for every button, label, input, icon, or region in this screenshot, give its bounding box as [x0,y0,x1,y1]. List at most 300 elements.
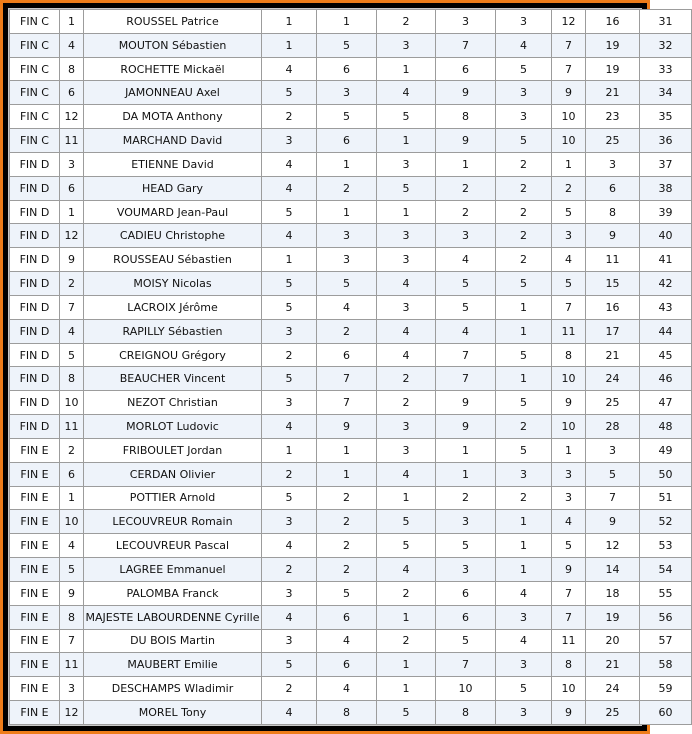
score-2-cell: 2 [317,176,377,200]
score-5-cell: 3 [496,701,552,725]
total-cell: 9 [586,510,640,534]
rank-cell: 53 [640,534,692,558]
table-row [10,581,692,605]
score-5-cell: 2 [496,200,552,224]
name-cell: POTTIER Arnold [84,486,262,510]
table-row [10,152,692,176]
table-row [10,510,692,534]
total-cell: 24 [586,677,640,701]
score-5-cell: 5 [496,343,552,367]
score-5-cell: 2 [496,176,552,200]
score-6-cell: 7 [552,605,586,629]
score-5-cell: 1 [496,558,552,582]
score-1-cell: 4 [262,415,317,439]
score-3-cell: 2 [377,10,436,34]
name-cell: MARCHAND David [84,129,262,153]
score-3-cell: 3 [377,224,436,248]
number-cell: 6 [60,176,84,200]
score-4-cell: 9 [436,129,496,153]
score-2-cell: 7 [317,391,377,415]
number-cell: 3 [60,677,84,701]
number-cell: 11 [60,129,84,153]
rank-cell: 45 [640,343,692,367]
total-cell: 20 [586,629,640,653]
name-cell: LECOUVREUR Pascal [84,534,262,558]
score-3-cell: 5 [377,176,436,200]
score-1-cell: 5 [262,367,317,391]
name-cell: HEAD Gary [84,176,262,200]
score-6-cell: 7 [552,57,586,81]
rank-cell: 46 [640,367,692,391]
score-4-cell: 7 [436,367,496,391]
score-4-cell: 9 [436,415,496,439]
score-1-cell: 3 [262,581,317,605]
table-row [10,200,692,224]
score-6-cell: 3 [552,224,586,248]
total-cell: 11 [586,248,640,272]
total-cell: 7 [586,486,640,510]
number-cell: 5 [60,558,84,582]
score-1-cell: 5 [262,200,317,224]
score-6-cell: 10 [552,677,586,701]
score-6-cell: 8 [552,653,586,677]
score-6-cell: 12 [552,10,586,34]
score-4-cell: 4 [436,319,496,343]
total-cell: 28 [586,415,640,439]
score-1-cell: 1 [262,248,317,272]
score-6-cell: 4 [552,248,586,272]
total-cell: 19 [586,57,640,81]
score-2-cell: 7 [317,367,377,391]
name-cell: DU BOIS Martin [84,629,262,653]
rank-cell: 58 [640,653,692,677]
table-row [10,319,692,343]
total-cell: 14 [586,558,640,582]
group-cell: FIN D [10,415,60,439]
total-cell: 16 [586,295,640,319]
name-cell: DESCHAMPS Wladimir [84,677,262,701]
name-cell: MAUBERT Emilie [84,653,262,677]
name-cell: MORLOT Ludovic [84,415,262,439]
score-2-cell: 6 [317,653,377,677]
table-row [10,343,692,367]
score-3-cell: 2 [377,629,436,653]
score-3-cell: 1 [377,57,436,81]
score-6-cell: 9 [552,81,586,105]
name-cell: ROUSSEL Patrice [84,10,262,34]
score-2-cell: 1 [317,200,377,224]
rank-cell: 32 [640,33,692,57]
score-3-cell: 1 [377,605,436,629]
score-6-cell: 1 [552,438,586,462]
name-cell: MOUTON Sébastien [84,33,262,57]
score-5-cell: 1 [496,319,552,343]
group-cell: FIN E [10,701,60,725]
score-4-cell: 5 [436,295,496,319]
score-3-cell: 3 [377,438,436,462]
total-cell: 25 [586,129,640,153]
table-row [10,295,692,319]
score-4-cell: 5 [436,534,496,558]
score-1-cell: 5 [262,81,317,105]
score-1-cell: 4 [262,176,317,200]
total-cell: 25 [586,701,640,725]
number-cell: 1 [60,10,84,34]
total-cell: 3 [586,438,640,462]
table-row [10,534,692,558]
total-cell: 16 [586,10,640,34]
score-2-cell: 3 [317,81,377,105]
score-4-cell: 5 [436,272,496,296]
score-6-cell: 10 [552,105,586,129]
score-1-cell: 1 [262,10,317,34]
group-cell: FIN C [10,129,60,153]
rank-cell: 52 [640,510,692,534]
group-cell: FIN E [10,605,60,629]
score-1-cell: 4 [262,152,317,176]
table-row [10,605,692,629]
rank-cell: 33 [640,57,692,81]
number-cell: 2 [60,272,84,296]
score-5-cell: 2 [496,248,552,272]
score-1-cell: 1 [262,438,317,462]
rank-cell: 50 [640,462,692,486]
group-cell: FIN D [10,200,60,224]
score-5-cell: 3 [496,105,552,129]
score-1-cell: 3 [262,129,317,153]
score-3-cell: 5 [377,105,436,129]
score-2-cell: 2 [317,510,377,534]
score-3-cell: 3 [377,152,436,176]
table-row [10,629,692,653]
number-cell: 7 [60,629,84,653]
score-4-cell: 9 [436,391,496,415]
group-cell: FIN D [10,319,60,343]
number-cell: 12 [60,701,84,725]
score-6-cell: 9 [552,391,586,415]
score-1-cell: 2 [262,558,317,582]
rank-cell: 51 [640,486,692,510]
group-cell: FIN E [10,653,60,677]
score-1-cell: 5 [262,272,317,296]
score-1-cell: 1 [262,33,317,57]
score-5-cell: 3 [496,462,552,486]
score-4-cell: 3 [436,510,496,534]
number-cell: 4 [60,319,84,343]
number-cell: 3 [60,152,84,176]
group-cell: FIN D [10,367,60,391]
table-row [10,57,692,81]
group-cell: FIN E [10,677,60,701]
rank-cell: 35 [640,105,692,129]
name-cell: MOREL Tony [84,701,262,725]
score-6-cell: 5 [552,272,586,296]
table-row [10,176,692,200]
score-6-cell: 4 [552,510,586,534]
score-4-cell: 5 [436,629,496,653]
number-cell: 1 [60,486,84,510]
number-cell: 8 [60,605,84,629]
number-cell: 8 [60,367,84,391]
score-1-cell: 2 [262,105,317,129]
score-1-cell: 3 [262,319,317,343]
score-3-cell: 5 [377,701,436,725]
table-row [10,10,692,34]
number-cell: 6 [60,462,84,486]
group-cell: FIN C [10,57,60,81]
score-4-cell: 4 [436,248,496,272]
score-4-cell: 1 [436,152,496,176]
score-5-cell: 2 [496,152,552,176]
score-6-cell: 10 [552,415,586,439]
group-cell: FIN C [10,33,60,57]
name-cell: LACROIX Jérôme [84,295,262,319]
total-cell: 17 [586,319,640,343]
name-cell: BEAUCHER Vincent [84,367,262,391]
score-5-cell: 2 [496,415,552,439]
score-1-cell: 5 [262,486,317,510]
name-cell: CERDAN Olivier [84,462,262,486]
group-cell: FIN D [10,391,60,415]
score-5-cell: 5 [496,272,552,296]
table-row [10,653,692,677]
score-1-cell: 3 [262,391,317,415]
group-cell: FIN E [10,629,60,653]
score-3-cell: 5 [377,510,436,534]
score-4-cell: 8 [436,105,496,129]
rank-cell: 60 [640,701,692,725]
group-cell: FIN D [10,176,60,200]
rank-cell: 40 [640,224,692,248]
table-row [10,248,692,272]
results-table [9,9,692,725]
score-3-cell: 1 [377,677,436,701]
score-3-cell: 1 [377,486,436,510]
group-cell: FIN E [10,581,60,605]
score-2-cell: 5 [317,581,377,605]
score-2-cell: 1 [317,462,377,486]
score-1-cell: 5 [262,653,317,677]
score-4-cell: 7 [436,653,496,677]
rank-cell: 43 [640,295,692,319]
score-2-cell: 3 [317,248,377,272]
score-4-cell: 10 [436,677,496,701]
group-cell: FIN D [10,295,60,319]
score-2-cell: 6 [317,129,377,153]
score-5-cell: 1 [496,534,552,558]
name-cell: MAJESTE LABOURDENNE Cyrille [84,605,262,629]
score-3-cell: 4 [377,272,436,296]
total-cell: 5 [586,462,640,486]
score-4-cell: 3 [436,10,496,34]
total-cell: 9 [586,224,640,248]
table-row [10,486,692,510]
rank-cell: 59 [640,677,692,701]
total-cell: 12 [586,534,640,558]
group-cell: FIN D [10,248,60,272]
group-cell: FIN D [10,343,60,367]
total-cell: 25 [586,391,640,415]
score-4-cell: 1 [436,438,496,462]
score-3-cell: 2 [377,581,436,605]
name-cell: CADIEU Christophe [84,224,262,248]
rank-cell: 44 [640,319,692,343]
number-cell: 12 [60,105,84,129]
score-4-cell: 1 [436,462,496,486]
score-4-cell: 7 [436,33,496,57]
score-6-cell: 3 [552,486,586,510]
score-5-cell: 3 [496,605,552,629]
score-3-cell: 3 [377,248,436,272]
score-6-cell: 5 [552,534,586,558]
number-cell: 5 [60,343,84,367]
score-6-cell: 10 [552,129,586,153]
number-cell: 12 [60,224,84,248]
score-5-cell: 5 [496,677,552,701]
group-cell: FIN E [10,462,60,486]
score-2-cell: 6 [317,343,377,367]
score-6-cell: 10 [552,367,586,391]
score-2-cell: 9 [317,415,377,439]
score-1-cell: 3 [262,629,317,653]
table-row [10,677,692,701]
total-cell: 21 [586,81,640,105]
score-5-cell: 5 [496,129,552,153]
score-6-cell: 1 [552,152,586,176]
rank-cell: 49 [640,438,692,462]
score-4-cell: 3 [436,224,496,248]
name-cell: RAPILLY Sébastien [84,319,262,343]
number-cell: 7 [60,295,84,319]
table-panel [8,8,673,726]
score-4-cell: 9 [436,81,496,105]
total-cell: 19 [586,33,640,57]
score-3-cell: 2 [377,391,436,415]
score-4-cell: 6 [436,605,496,629]
score-2-cell: 5 [317,33,377,57]
score-2-cell: 1 [317,10,377,34]
score-1-cell: 4 [262,224,317,248]
score-6-cell: 7 [552,295,586,319]
score-3-cell: 3 [377,295,436,319]
rank-cell: 37 [640,152,692,176]
total-cell: 23 [586,105,640,129]
score-6-cell: 9 [552,701,586,725]
name-cell: MOISY Nicolas [84,272,262,296]
score-5-cell: 1 [496,295,552,319]
rank-cell: 48 [640,415,692,439]
score-5-cell: 4 [496,33,552,57]
score-1-cell: 3 [262,510,317,534]
score-4-cell: 6 [436,57,496,81]
score-6-cell: 8 [552,343,586,367]
score-1-cell: 2 [262,343,317,367]
rank-cell: 54 [640,558,692,582]
score-1-cell: 2 [262,462,317,486]
score-5-cell: 5 [496,438,552,462]
score-3-cell: 4 [377,462,436,486]
number-cell: 4 [60,33,84,57]
score-1-cell: 4 [262,701,317,725]
score-1-cell: 2 [262,677,317,701]
name-cell: CREIGNOU Grégory [84,343,262,367]
name-cell: ROCHETTE Mickaël [84,57,262,81]
number-cell: 9 [60,581,84,605]
rank-cell: 41 [640,248,692,272]
score-6-cell: 2 [552,176,586,200]
score-3-cell: 1 [377,129,436,153]
score-2-cell: 3 [317,224,377,248]
score-5-cell: 2 [496,224,552,248]
score-6-cell: 7 [552,581,586,605]
score-4-cell: 8 [436,701,496,725]
table-row [10,33,692,57]
name-cell: LAGREE Emmanuel [84,558,262,582]
total-cell: 18 [586,581,640,605]
score-3-cell: 5 [377,534,436,558]
score-6-cell: 9 [552,558,586,582]
number-cell: 4 [60,534,84,558]
score-3-cell: 1 [377,200,436,224]
name-cell: PALOMBA Franck [84,581,262,605]
total-cell: 8 [586,200,640,224]
score-2-cell: 5 [317,272,377,296]
name-cell: FRIBOULET Jordan [84,438,262,462]
table-body [10,10,692,725]
group-cell: FIN E [10,486,60,510]
table-row [10,367,692,391]
score-2-cell: 2 [317,534,377,558]
table-row [10,415,692,439]
number-cell: 6 [60,81,84,105]
score-6-cell: 7 [552,33,586,57]
table-row [10,224,692,248]
table-row [10,129,692,153]
total-cell: 21 [586,653,640,677]
score-5-cell: 2 [496,486,552,510]
total-cell: 24 [586,367,640,391]
rank-cell: 55 [640,581,692,605]
group-cell: FIN C [10,81,60,105]
score-4-cell: 3 [436,558,496,582]
score-2-cell: 8 [317,701,377,725]
table-row [10,438,692,462]
score-4-cell: 2 [436,200,496,224]
score-4-cell: 2 [436,176,496,200]
rank-cell: 34 [640,81,692,105]
number-cell: 10 [60,510,84,534]
score-1-cell: 5 [262,295,317,319]
rank-cell: 36 [640,129,692,153]
table-row [10,701,692,725]
group-cell: FIN E [10,534,60,558]
table-row [10,81,692,105]
score-3-cell: 2 [377,367,436,391]
group-cell: FIN C [10,105,60,129]
group-cell: FIN E [10,438,60,462]
score-2-cell: 5 [317,105,377,129]
score-3-cell: 4 [377,343,436,367]
score-5-cell: 1 [496,367,552,391]
name-cell: ETIENNE David [84,152,262,176]
total-cell: 19 [586,605,640,629]
score-2-cell: 6 [317,605,377,629]
score-5-cell: 3 [496,653,552,677]
rank-cell: 56 [640,605,692,629]
name-cell: ROUSSEAU Sébastien [84,248,262,272]
rank-cell: 31 [640,10,692,34]
total-cell: 21 [586,343,640,367]
